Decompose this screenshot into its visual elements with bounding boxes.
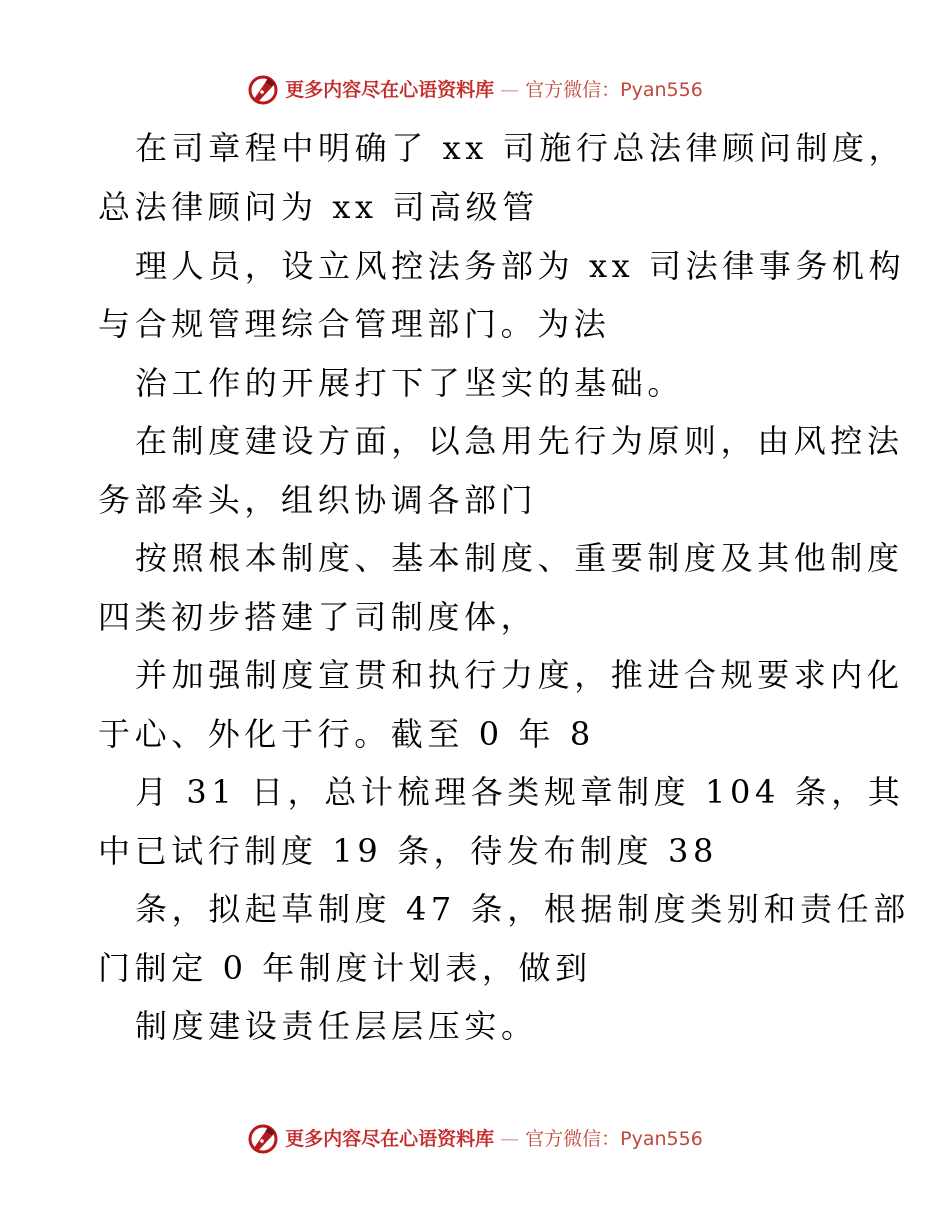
- text-line: 务部牵头，组织协调各部门: [98, 481, 538, 519]
- text-line: 月 31 日，总计梳理各类规章制度 104 条，其: [135, 773, 905, 811]
- text-line: 于心、外化于行。截至 0 年 8: [98, 715, 595, 753]
- banner-main-text: 更多内容尽在心语资料库: [285, 1127, 495, 1150]
- text-line: 总法律顾问为 xx 司高级管: [98, 188, 539, 226]
- text-line: 四类初步搭建了司制度体，: [98, 598, 538, 636]
- text-line: 在制度建设方面，以急用先行为原则，由风控法: [135, 422, 904, 460]
- text-line: 治工作的开展打下了坚实的基础。: [135, 364, 685, 402]
- banner-wechat-text: 官方微信：Pyan556: [525, 1127, 703, 1150]
- text-line: 与合规管理综合管理部门。为法: [98, 305, 611, 343]
- text-line: 按照根本制度、基本制度、重要制度及其他制度: [135, 539, 904, 577]
- banner-wechat-text: 官方微信：Pyan556: [525, 78, 703, 101]
- banner-main-text: 更多内容尽在心语资料库: [285, 78, 495, 101]
- text-line: 并加强制度宣贯和执行力度，推进合规要求内化: [135, 656, 904, 694]
- pen-nib-logo-icon: [247, 1123, 279, 1155]
- banner-separator: —: [500, 1127, 520, 1150]
- text-line: 门制定 0 年制度计划表，做到: [98, 949, 592, 987]
- text-line: 制度建设责任层层压实。: [135, 1007, 538, 1045]
- text-line: 在司章程中明确了 xx 司施行总法律顾问制度，: [135, 129, 906, 167]
- text-line: 中已试行制度 19 条，待发布制度 38: [98, 832, 718, 870]
- text-line: 理人员，设立风控法务部为 xx 司法律事务机构: [135, 247, 906, 285]
- banner-separator: —: [500, 78, 520, 101]
- footer-banner: [0, 1119, 950, 1159]
- text-line: 条，拟起草制度 47 条，根据制度类别和责任部: [135, 890, 910, 928]
